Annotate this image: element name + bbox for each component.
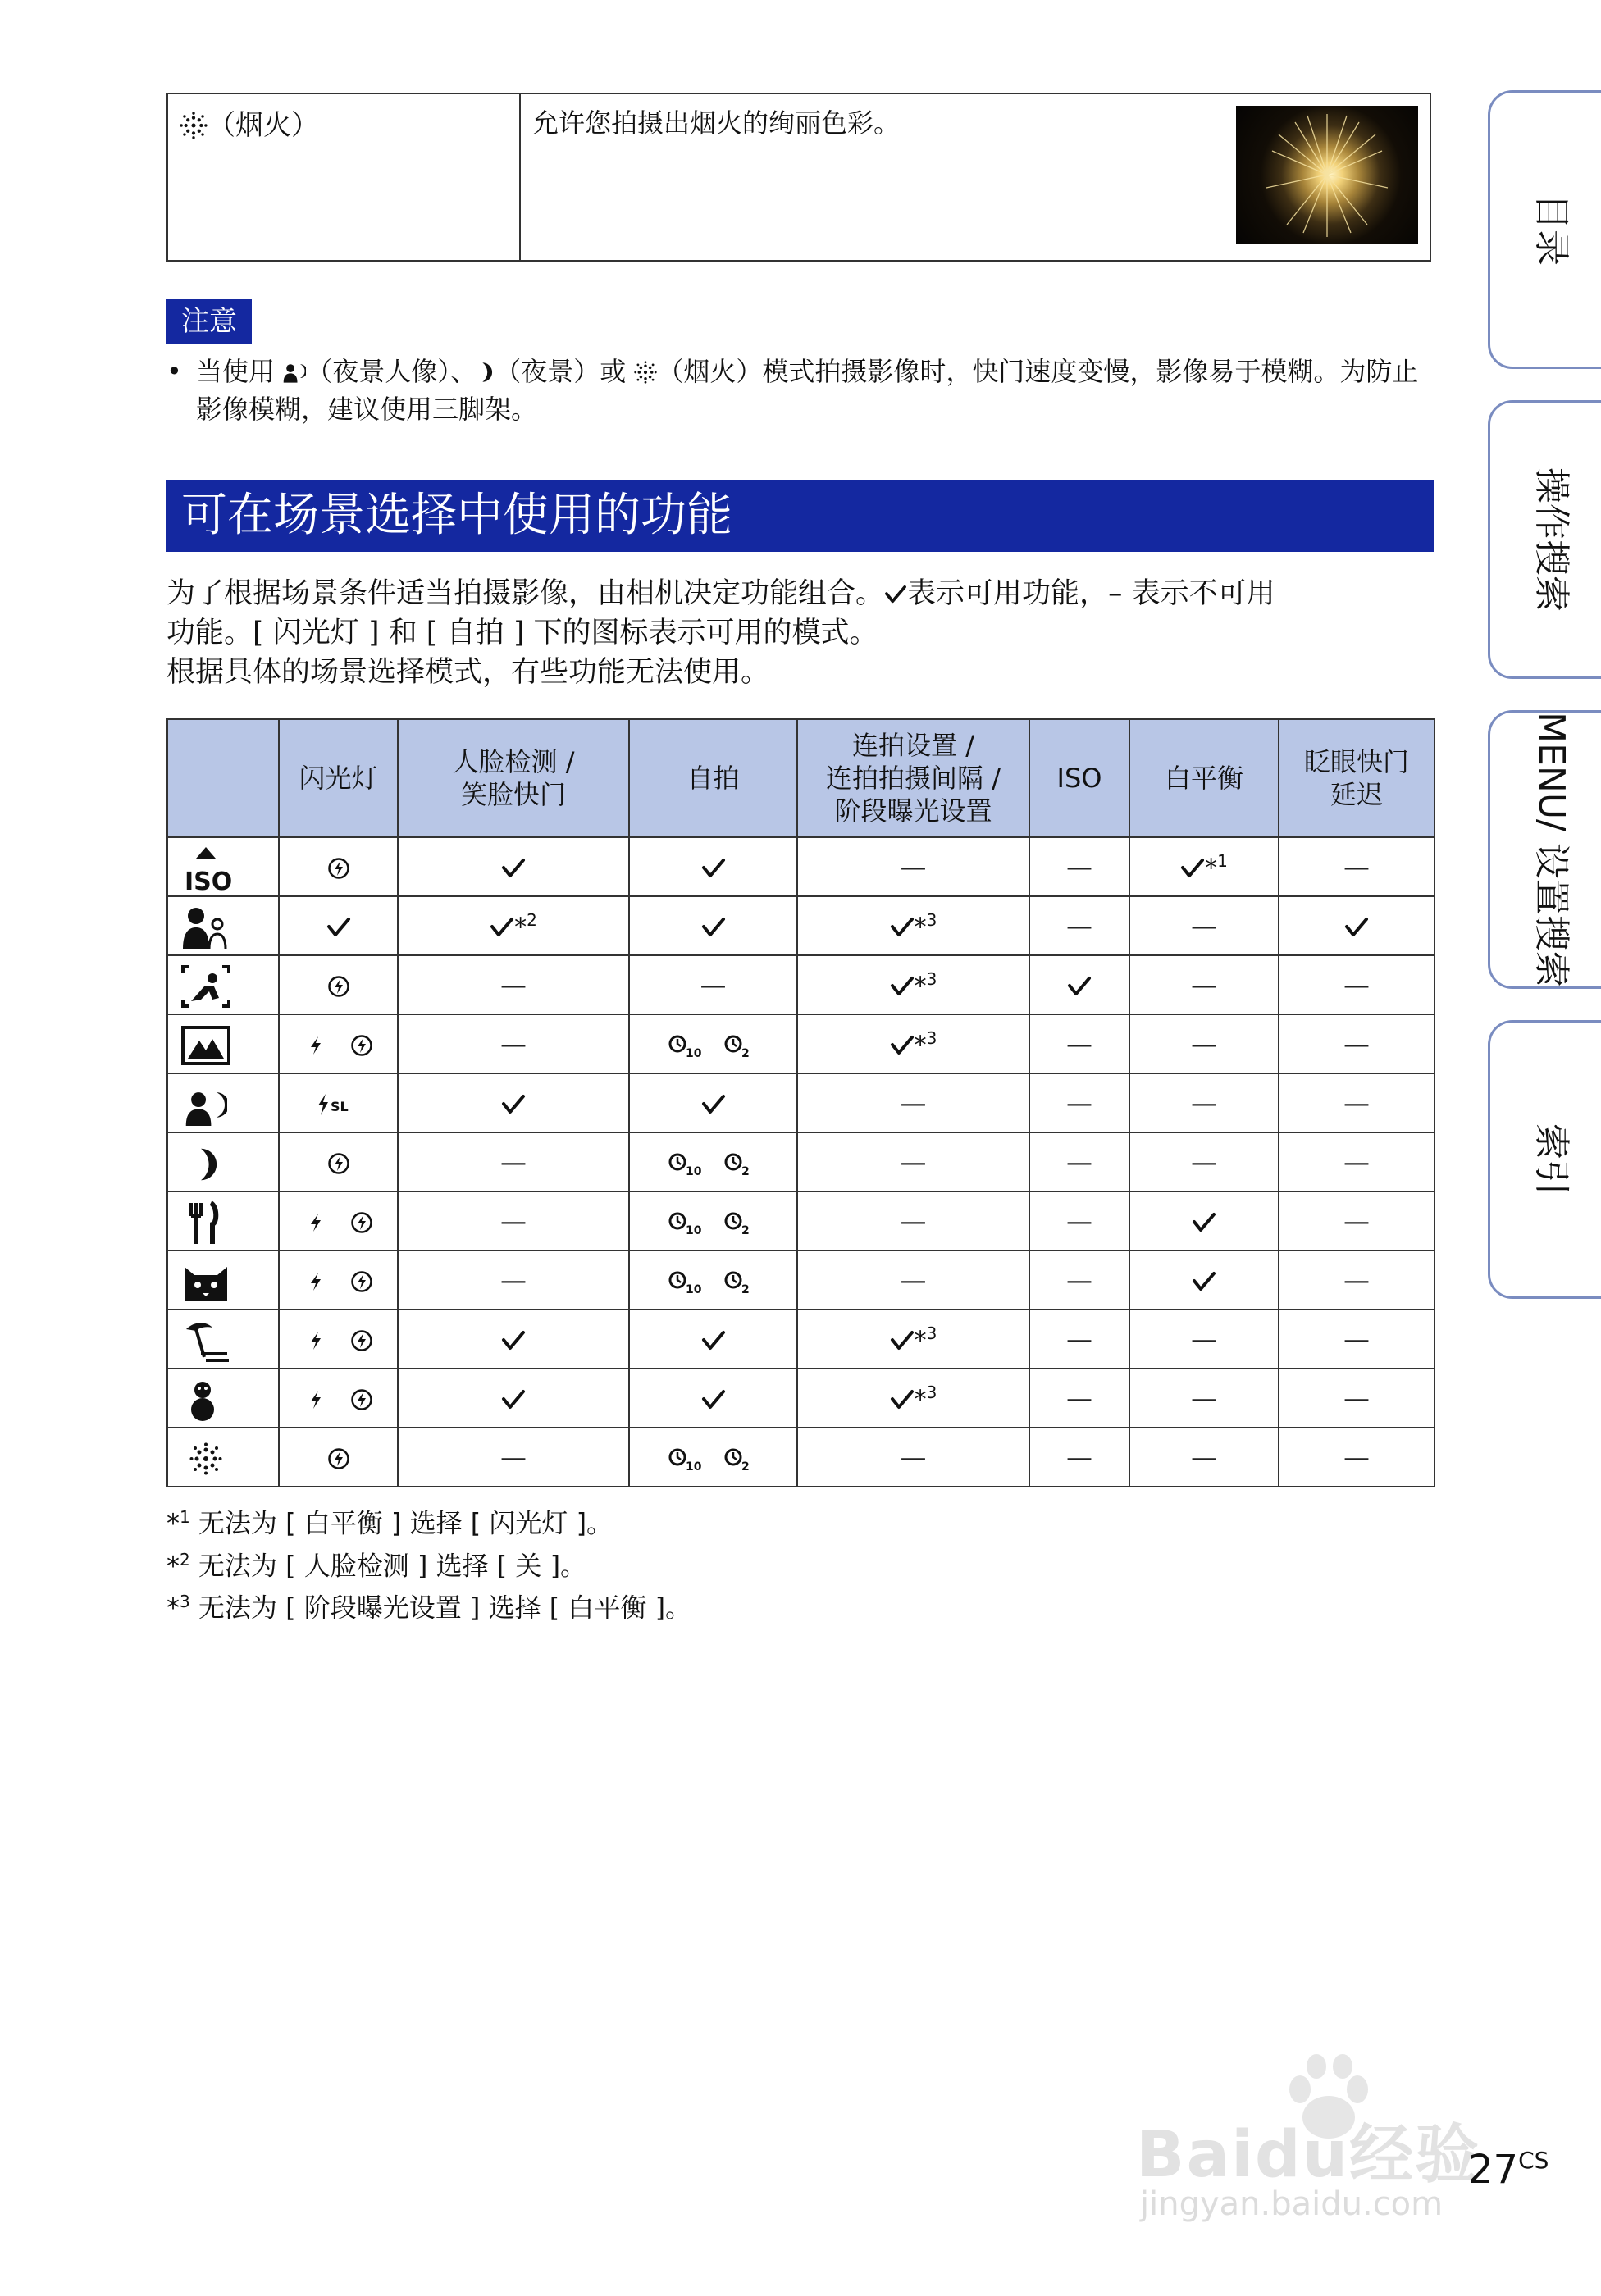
check-icon [890,976,915,997]
table-row [167,1369,1435,1428]
dash: — [1066,1323,1092,1355]
dash: — [1066,1028,1092,1059]
selftimer-10-icon [668,1150,704,1177]
check-icon [1192,1271,1216,1292]
pet-icon [180,1257,232,1306]
header-selftimer: 自拍 [629,719,797,837]
check-icon [501,1389,526,1410]
no-flash-icon [350,1270,373,1293]
footnote-2 [166,1542,691,1584]
intro-line1b: 表示可用功能，– 表示不可用 [907,577,1275,610]
table-row [167,1073,1435,1132]
tab-menu-settings-search-label: MENU/ 设置搜索 [1530,712,1572,987]
dash: — [900,1087,927,1118]
note-badge: 注意 [166,299,252,344]
tab-contents-label: 目录 [1530,194,1572,266]
header-mode [167,719,279,837]
page-number-value: 27 [1468,2147,1519,2193]
tab-operation-search-label: 操作搜索 [1530,467,1572,612]
header-burst-2: 连拍拍摄间隔 / [826,763,1001,794]
dash: — [1343,969,1370,1000]
table-row [167,955,1435,1014]
dash: — [1343,1442,1370,1473]
fireworks-description-cell [521,94,1430,260]
snow-icon [180,1375,232,1424]
check-icon [1180,858,1205,879]
footnote-3-text: 无法为 [ 阶段曝光设置 ] 选择 [ 白平衡 ]。 [198,1592,692,1624]
tab-menu-settings-search[interactable] [1488,710,1601,989]
fireworks-mode-label: （烟火） [208,109,319,142]
fireworks-icon [180,1434,232,1483]
fireworks-icon [180,112,208,139]
check-icon [701,917,726,938]
flash-icon [304,1211,327,1234]
flash-icon [304,1388,327,1411]
dash: — [900,1205,927,1237]
tab-contents[interactable] [1488,90,1601,369]
header-face-2: 笑脸快门 [460,779,566,810]
asterisk: * [514,913,527,942]
check-icon [490,917,514,938]
selftimer-10-icon [668,1446,704,1472]
no-flash-icon [350,1329,373,1352]
dash: — [1066,1264,1092,1296]
footnote-mark-1: 1 [180,1507,190,1527]
dash: — [1066,1146,1092,1178]
dash: — [500,1442,527,1473]
selftimer-10-icon [668,1032,704,1059]
flash-sl-label: SL [330,1099,349,1114]
night-portrait-icon [283,361,306,384]
dash: — [900,851,927,882]
selftimer-2-icon [723,1150,759,1177]
dash: — [900,1264,927,1296]
asterisk: * [914,972,927,1001]
footnote-ref-3: 3 [926,1323,937,1343]
header-flash: 闪光灯 [279,719,398,837]
no-flash-icon [350,1388,373,1411]
dash: — [500,969,527,1000]
header-burst-3: 阶段曝光设置 [834,795,992,827]
tab-operation-search[interactable] [1488,400,1601,679]
check-icon [501,1094,526,1115]
anti-motion-blur-icon [180,962,232,1011]
fireworks-photo [1236,106,1418,244]
night-scene-icon [477,361,495,384]
dash: — [700,969,727,1000]
table-row [167,837,1435,896]
footnote-2-text: 无法为 [ 人脸检测 ] 选择 [ 关 ]。 [198,1550,587,1582]
dash: — [1191,1323,1217,1355]
asterisk: * [914,1031,927,1060]
table-row [167,1132,1435,1191]
dash: — [1066,1383,1092,1414]
intro-line3: 根据具体的场景选择模式，有些功能无法使用。 [166,656,770,689]
dash: — [1343,1028,1370,1059]
asterisk: * [914,1326,927,1355]
asterisk: * [1205,854,1218,883]
tab-index[interactable] [1488,1020,1601,1299]
note-bullet: • [166,356,182,387]
tab-index-label: 索引 [1530,1123,1572,1196]
no-flash-icon [327,1152,350,1175]
check-icon [701,1330,726,1351]
check-icon [890,1330,915,1351]
check-icon [884,585,907,604]
footnote-ref-1: 1 [1217,850,1228,871]
dash: — [500,1205,527,1237]
fireworks-burst-icon [1236,106,1418,244]
footnote-3 [166,1583,691,1626]
footnote-ref-3: 3 [926,968,937,989]
intro-line2: 功能。[ 闪光灯 ] 和 [ 自拍 ] 下的图标表示可用的模式。 [166,617,878,649]
dash: — [1191,1146,1217,1178]
dash: — [900,1146,927,1178]
check-icon [890,1389,915,1410]
table-row [167,1014,1435,1073]
selftimer-2-icon [723,1032,759,1059]
footnote-mark-3: 3 [180,1592,190,1612]
dash: — [900,1442,927,1473]
dash: — [1191,1383,1217,1414]
check-icon [501,858,526,879]
dash: — [1343,1205,1370,1237]
night-scene-icon [180,1139,232,1188]
dash: — [1191,969,1217,1000]
dash: — [1066,1442,1092,1473]
night-portrait-icon [180,1080,232,1129]
dash: — [1066,1087,1092,1118]
selftimer-2-icon [723,1269,759,1295]
header-blink-1: 眨眼快门 [1303,746,1409,777]
flash-icon [304,1329,327,1352]
gourmet-icon [180,1198,232,1247]
section-title: 可在场景选择中使用的功能 [166,480,1434,552]
selftimer-2-icon [723,1446,759,1472]
svg-text:ISO: ISO [185,868,232,893]
check-icon [501,1330,526,1351]
dash: — [500,1264,527,1296]
table-row [167,896,1435,955]
table-header-row [167,719,1435,837]
beach-icon [180,1316,232,1365]
note-text-before: 当使用 [196,356,276,387]
fireworks-mode-cell [168,94,521,260]
dash: — [1191,910,1217,941]
footnote-ref-3: 3 [926,909,937,930]
dash: — [1343,1323,1370,1355]
dash: — [1343,1087,1370,1118]
fireworks-mode-row [166,93,1431,262]
watermark-url: jingyan.baidu.com [1140,2185,1444,2223]
check-icon [890,917,915,938]
no-flash-icon [327,857,350,880]
intro-line1a: 为了根据场景条件适当拍摄影像，由相机决定功能组合。 [166,577,885,610]
selftimer-10-icon [668,1210,704,1236]
header-iso: ISO [1029,719,1129,837]
dash: — [500,1028,527,1059]
dash: — [1343,1264,1370,1296]
no-flash-icon [327,975,350,998]
footnote-1 [166,1499,691,1542]
dash: — [1066,1205,1092,1237]
footnote-mark-2: 2 [180,1549,190,1569]
check-icon [1344,917,1369,938]
footnote-asterisk: * [166,1507,180,1539]
dash: — [1066,910,1092,941]
dash: — [500,1146,527,1178]
intro-text [166,574,1446,692]
note-fireworks: （烟火）模式拍摄影像时，快门速度变慢，影像易于模糊。为防止影像模糊，建议使用三脚架。 [196,356,1419,425]
no-flash-icon [350,1034,373,1057]
check-icon [701,1389,726,1410]
no-flash-icon [327,1447,350,1470]
check-icon [701,1094,726,1115]
header-white-balance: 白平衡 [1129,719,1279,837]
selftimer-10-icon [668,1269,704,1295]
header-face-1: 人脸检测 / [452,746,575,777]
no-flash-icon [350,1211,373,1234]
footnote-asterisk: * [166,1550,180,1582]
note-night: （夜景）或 [495,356,627,387]
header-face-detection [398,719,629,837]
dash: — [1343,851,1370,882]
check-icon [701,858,726,879]
function-table [166,718,1435,1487]
dash: — [1191,1028,1217,1059]
page-number [1468,2147,1549,2193]
fireworks-icon [634,361,657,384]
check-icon [890,1035,915,1056]
check-icon [326,917,351,938]
table-row [167,1191,1435,1250]
table-row [167,1250,1435,1310]
footnotes [166,1499,691,1626]
header-burst [797,719,1029,837]
note-text [166,353,1434,428]
flash-icon [304,1034,327,1057]
header-blink [1279,719,1435,837]
page-number-suffix: CS [1518,2147,1549,2174]
soft-snap-icon [180,903,232,952]
footnote-ref-3: 3 [926,1027,937,1048]
note-night-portrait: （夜景人像）、 [306,356,477,387]
asterisk: * [914,1385,927,1414]
footnote-asterisk: * [166,1592,180,1624]
table-row [167,1310,1435,1369]
dash: — [1066,851,1092,882]
slow-sync-flash-icon [314,1091,363,1118]
check-icon [1192,1212,1216,1233]
selftimer-2-icon [723,1210,759,1236]
fireworks-description: 允许您拍摄出烟火的绚丽色彩。 [532,107,901,139]
dash: — [1343,1383,1370,1414]
flash-icon [304,1270,327,1293]
watermark-brand: Baidu经验 [1136,2118,1481,2192]
high-sensitivity-icon [180,844,232,893]
header-blink-2: 延迟 [1330,779,1383,810]
check-icon [1067,976,1092,997]
table-row [167,1428,1435,1487]
asterisk: * [914,913,927,942]
dash: — [1191,1442,1217,1473]
footnote-ref-2: 2 [527,909,537,930]
dash: — [1343,1146,1370,1178]
footnote-1-text: 无法为 [ 白平衡 ] 选择 [ 闪光灯 ]。 [198,1507,613,1539]
landscape-icon [180,1021,232,1070]
footnote-ref-3: 3 [926,1382,937,1402]
header-burst-1: 连拍设置 / [852,730,974,761]
dash: — [1191,1087,1217,1118]
